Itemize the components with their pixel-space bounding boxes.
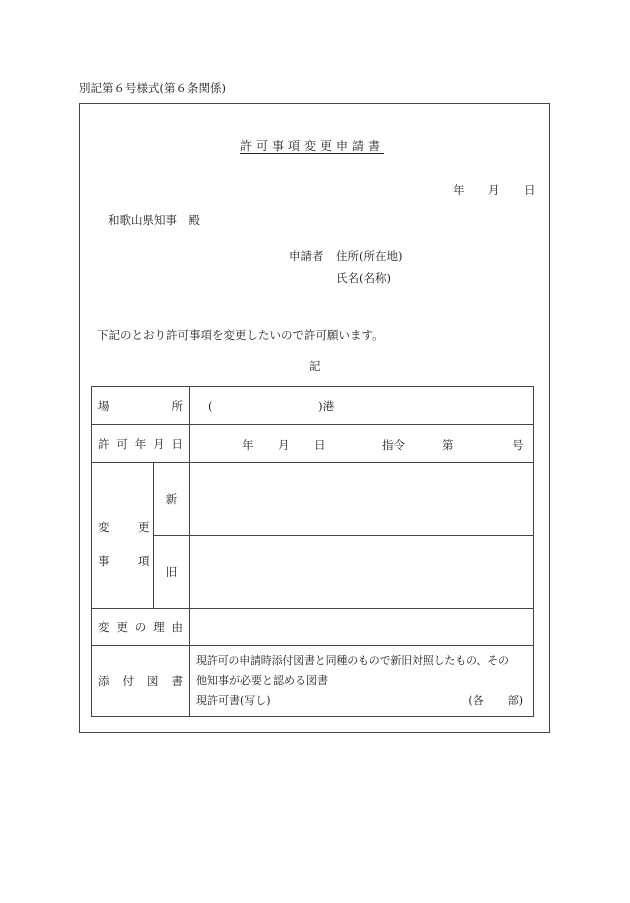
- date-day: 日: [524, 183, 536, 197]
- place-value: ( )港: [190, 387, 534, 425]
- date-year: 年: [453, 183, 465, 197]
- place-label: 場 所: [92, 387, 190, 425]
- attachments-line-1: 現許可の申請時添付図書と同種のもので新旧対照したもの、その: [196, 654, 509, 667]
- change-old-label: 旧: [154, 536, 190, 609]
- change-old-value: [190, 536, 534, 609]
- attachments-line-3: 現許可書(写し) (各 部): [196, 694, 523, 707]
- form-number: 別記第６号様式(第６条関係): [79, 81, 226, 95]
- date-month: 月: [488, 183, 500, 197]
- applicant-label: 申請者: [289, 249, 324, 263]
- row-attachments: [92, 646, 534, 717]
- row-change-new: [92, 463, 534, 536]
- request-text: 下記のとおり許可事項を変更したいので許可願います。: [97, 328, 384, 342]
- change-new-label: 新: [154, 463, 190, 536]
- applicant-address-label: 住所(所在地): [336, 249, 403, 263]
- document-title: 許可事項変更申請書: [240, 139, 385, 153]
- applicant-name-label: 氏名(名称): [336, 271, 391, 285]
- change-new-value: [190, 463, 534, 536]
- permit-date-label: 許 可 年 月 日: [92, 425, 190, 463]
- addressee: 和歌山県知事 殿: [108, 213, 200, 227]
- row-reason: [92, 609, 534, 646]
- row-place: [92, 387, 534, 425]
- attachments-value: [190, 646, 534, 717]
- row-change-old: [92, 536, 534, 609]
- permit-date-value: 年 月 日 指令 第 号: [190, 425, 534, 463]
- ki-heading: 記: [309, 359, 321, 373]
- reason-value: [190, 609, 534, 646]
- row-permit-date: [92, 425, 534, 463]
- change-items-label: 変 更 事 項: [92, 463, 154, 609]
- application-table: [91, 386, 534, 717]
- attachments-label: 添 付 図 書: [92, 646, 190, 717]
- attachments-line-2: 他知事が必要と認める図書: [196, 674, 328, 687]
- reason-label: 変 更 の 理 由: [92, 609, 190, 646]
